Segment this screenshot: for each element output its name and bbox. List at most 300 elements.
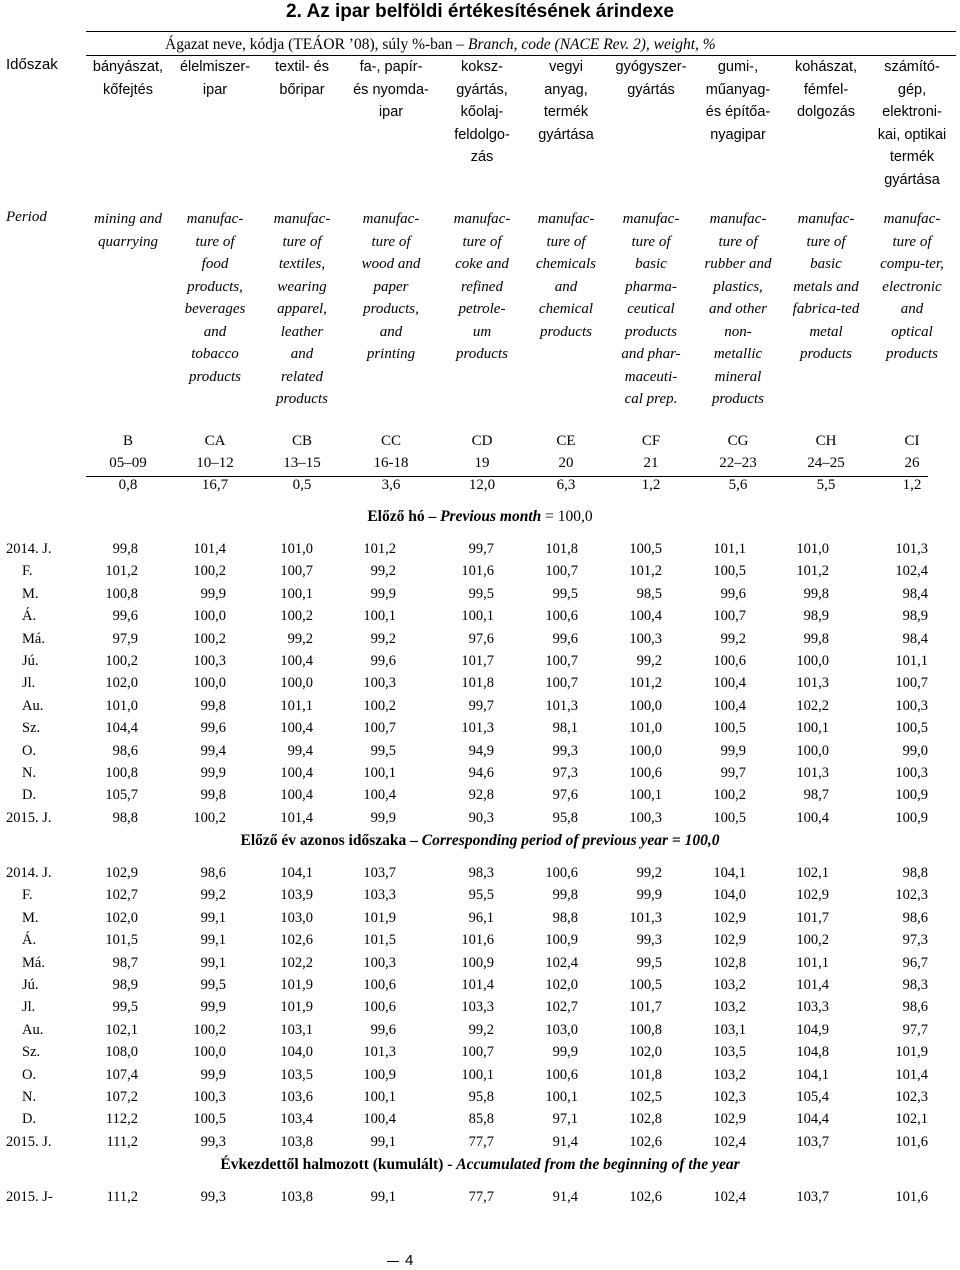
column-header-hu-line: kőfejtés	[103, 81, 153, 98]
row-label: Sz.	[22, 720, 41, 737]
table-cell: 100,7	[280, 563, 313, 580]
row-label: Má.	[22, 630, 45, 647]
table-cell: 103,3	[363, 887, 396, 904]
section-title-hu: Előző év azonos időszaka –	[240, 832, 422, 849]
table-cell: 103,4	[280, 1111, 313, 1128]
table-cell: 99,6	[370, 1021, 396, 1038]
column-header-en-line: ceutical	[627, 301, 675, 317]
row-label: Jú.	[22, 977, 39, 993]
table-cell: 102,0	[545, 977, 578, 993]
column-header-hu-line: textil- és	[275, 59, 329, 75]
column-header-en-line: compu-ter,	[880, 256, 944, 272]
table-cell: 98,8	[552, 909, 578, 926]
column-header-hu	[520, 56, 612, 146]
column-header-hu-line: dolgozás	[796, 104, 856, 120]
table-cell: 97,6	[468, 630, 494, 647]
table-cell: 99,9	[636, 887, 662, 904]
table-cell: 99,1	[200, 909, 226, 926]
row-label: 2014. J.	[6, 541, 52, 557]
column-header-hu-line: kai, optikai	[877, 126, 947, 143]
table-cell: 99,8	[200, 697, 226, 714]
column-header-en-line: related	[281, 368, 323, 385]
table-cell: 101,0	[280, 541, 313, 557]
table-cell: 99,6	[370, 653, 396, 669]
table-cell: 100,1	[545, 1089, 578, 1105]
table-cell: 102,0	[629, 1044, 662, 1061]
table-cell: 100,0	[796, 742, 829, 759]
column-header-en-line: and phar-	[621, 346, 681, 362]
table-cell: 100,9	[363, 1066, 396, 1083]
table-cell: 90,3	[468, 809, 494, 826]
table-row	[0, 650, 960, 672]
column-header-hu-line: és nyomda-	[353, 81, 429, 98]
table-cell: 100,4	[363, 1111, 396, 1128]
table-cell: 104,4	[796, 1111, 829, 1128]
table-cell: 100,1	[629, 787, 662, 804]
row-label: D.	[22, 1111, 37, 1128]
table-cell: 100,4	[629, 608, 662, 625]
row-label: N.	[22, 1089, 37, 1105]
row-label: F.	[22, 887, 33, 904]
table-cell: 102,6	[629, 1133, 662, 1150]
table-row	[0, 1186, 960, 1208]
code-cell: 16-18	[373, 455, 409, 471]
table-row	[0, 740, 960, 762]
table-cell: 101,3	[545, 697, 578, 714]
table-cell: 101,7	[629, 999, 662, 1016]
row-label: Au.	[22, 1021, 44, 1038]
table-cell: 100,9	[895, 787, 928, 804]
table-cell: 100,1	[461, 608, 494, 625]
column-header-hu	[692, 56, 784, 146]
table-cell: 98,4	[902, 585, 928, 602]
column-header-en-line: quarrying	[98, 233, 158, 250]
code-cell: 10–12	[196, 455, 234, 471]
table-row	[0, 1131, 960, 1153]
table-cell: 100,4	[796, 809, 829, 826]
table-cell: 101,4	[895, 1066, 928, 1083]
table-cell: 105,7	[105, 787, 138, 804]
table-cell: 96,1	[468, 909, 494, 926]
column-header-hu-line: fémfel-	[803, 81, 849, 98]
column-header-en-line: tobacco	[191, 346, 239, 362]
table-cell: 101,1	[796, 954, 829, 971]
column-header-en-line: ture of	[546, 233, 586, 250]
table-cell: 101,2	[796, 563, 829, 580]
table-cell: 100,3	[193, 653, 226, 669]
table-cell: 77,7	[468, 1133, 494, 1150]
table-cell: 100,3	[895, 697, 928, 714]
table-cell: 100,7	[363, 720, 396, 737]
table-cell: 100,1	[363, 608, 396, 625]
table-cell: 108,0	[105, 1044, 138, 1061]
column-header-en	[866, 208, 958, 366]
column-header-en-line: ture of	[718, 233, 758, 250]
table-row	[0, 672, 960, 694]
row-label: Au.	[22, 697, 44, 714]
table-cell: 100,2	[796, 932, 829, 949]
column-header-en-line: electronic	[882, 278, 942, 295]
row-label: M.	[22, 909, 39, 926]
table-cell: 96,7	[902, 954, 928, 971]
column-header-hu-line: műanyag-	[705, 81, 771, 98]
column-header-en-line: metallic	[713, 346, 763, 362]
table-cell: 100,9	[461, 954, 494, 971]
table-cell: 102,4	[713, 1189, 746, 1205]
table-cell: 102,0	[105, 909, 138, 926]
column-header-en-line: products	[456, 346, 508, 362]
table-cell: 99,5	[370, 742, 396, 759]
table-cell: 100,4	[363, 787, 396, 804]
table-cell: 95,8	[468, 1089, 494, 1105]
table-cell: 102,8	[713, 954, 746, 971]
table-row	[0, 717, 960, 739]
table-cell: 97,1	[552, 1111, 578, 1128]
table-cell: 102,6	[629, 1189, 662, 1205]
column-header-en-line: coke and	[455, 256, 509, 272]
table-cell: 98,1	[552, 720, 578, 737]
table-cell: 100,5	[713, 720, 746, 737]
table-cell: 99,9	[200, 1066, 226, 1083]
table-cell: 99,6	[552, 630, 578, 647]
code-cell: 13–15	[283, 455, 321, 471]
table-cell: 100,0	[280, 675, 313, 692]
code-cell: CG	[727, 433, 749, 449]
table-cell: 99,2	[370, 563, 396, 580]
table-cell: 101,8	[545, 541, 578, 557]
column-header-en-line: ture of	[631, 233, 671, 250]
column-header-hu-line: számító-	[884, 59, 940, 75]
row-label: N.	[22, 765, 37, 781]
table-cell: 99,4	[287, 742, 313, 759]
column-header-en-line: refined	[461, 278, 503, 295]
column-header-hu-line: kőolaj-	[460, 104, 504, 120]
table-cell: 100,6	[545, 608, 578, 625]
row-label: Jl.	[22, 675, 36, 692]
table-cell: 100,4	[713, 697, 746, 714]
table-row	[0, 1108, 960, 1130]
table-cell: 102,9	[105, 865, 138, 881]
table-cell: 100,9	[895, 809, 928, 826]
column-header-en	[692, 208, 784, 411]
table-cell: 99,3	[200, 1133, 226, 1150]
row-label: O.	[22, 1066, 37, 1083]
code-cell: CD	[471, 433, 493, 449]
table-row	[0, 1086, 960, 1108]
table-cell: 100,1	[363, 765, 396, 781]
section-title-hu: Évkezdettől halmozott (kumulált) -	[220, 1156, 457, 1173]
table-cell: 103,2	[713, 999, 746, 1016]
code-cell: 20	[558, 455, 574, 471]
code-cell: CC	[380, 433, 401, 449]
table-cell: 100,3	[363, 954, 396, 971]
column-header-en	[605, 208, 697, 411]
table-cell: 103,2	[713, 1066, 746, 1083]
table-cell: 100,7	[713, 608, 746, 625]
table-cell: 100,8	[629, 1021, 662, 1038]
column-header-en-line: manufac-	[273, 211, 331, 227]
table-cell: 99,9	[200, 999, 226, 1016]
row-label: Sz.	[22, 1044, 41, 1061]
table-cell: 102,1	[796, 865, 829, 881]
table-cell: 99,5	[112, 999, 138, 1016]
table-cell: 98,6	[902, 909, 928, 926]
table-cell: 102,4	[545, 954, 578, 971]
column-header-en-line: and	[290, 346, 314, 362]
column-header-en-line: mineral	[714, 368, 762, 385]
table-cell: 105,4	[796, 1089, 829, 1105]
section-title-tail: = 100,0	[541, 508, 593, 525]
row-label: F.	[22, 563, 33, 580]
table-row	[0, 628, 960, 650]
column-header-en-line: and	[900, 301, 924, 317]
table-cell: 99,0	[902, 742, 928, 759]
row-label: Á.	[22, 932, 37, 949]
table-cell: 102,4	[713, 1133, 746, 1150]
table-cell: 101,6	[895, 1189, 928, 1205]
table-cell: 99,8	[112, 541, 138, 557]
column-header-en-line: manufac-	[883, 211, 941, 227]
table-cell: 100,7	[545, 563, 578, 580]
table-cell: 94,9	[468, 742, 494, 759]
table-cell: 102,7	[545, 999, 578, 1016]
table-cell: 100,3	[363, 675, 396, 692]
column-header-hu-line: gyártás,	[456, 81, 508, 98]
table-cell: 99,9	[370, 585, 396, 602]
table-cell: 100,2	[193, 809, 226, 826]
table-cell: 103,7	[796, 1133, 829, 1150]
row-label: Á.	[22, 608, 37, 625]
table-cell: 101,4	[280, 809, 313, 826]
table-row	[0, 996, 960, 1018]
column-header-hu-line: anyag,	[544, 81, 588, 98]
branch-line	[165, 36, 716, 54]
table-cell: 104,0	[713, 887, 746, 904]
code-cell: 16,7	[201, 477, 229, 493]
column-header-en-line: optical	[891, 323, 933, 340]
table-cell: 100,1	[796, 720, 829, 737]
column-header-en	[256, 208, 348, 411]
code-cell: 5,5	[816, 477, 836, 493]
table-cell: 100,0	[629, 697, 662, 714]
table-cell: 97,3	[902, 932, 928, 949]
section-title-en: Accumulated from the beginning of the year	[456, 1156, 740, 1173]
row-label: M.	[22, 585, 39, 602]
table-cell: 99,3	[200, 1189, 226, 1205]
header-rule-top	[86, 31, 956, 32]
table-cell: 91,4	[552, 1133, 578, 1150]
column-header-hu-line: ipar	[378, 104, 404, 120]
column-header-hu-line: fa-, papír-	[359, 59, 423, 75]
code-row-nace	[0, 452, 960, 474]
column-header-en-line: products,	[187, 278, 243, 295]
table-cell: 101,8	[629, 1066, 662, 1083]
column-header-hu-line: gyártása	[884, 171, 940, 188]
table-cell: 101,4	[193, 541, 226, 557]
table-cell: 99,9	[552, 1044, 578, 1061]
column-header-en-line: ture of	[462, 233, 502, 250]
column-header-hu-line: és építőa-	[705, 104, 771, 120]
table-cell: 102,2	[796, 697, 829, 714]
table-cell: 100,4	[280, 765, 313, 781]
table-cell: 103,5	[280, 1066, 313, 1083]
table-cell: 98,6	[902, 999, 928, 1016]
table-cell: 100,0	[796, 653, 829, 669]
column-header-en-line: products	[276, 391, 328, 407]
table-cell: 101,4	[461, 977, 494, 993]
table-cell: 102,0	[105, 675, 138, 692]
column-header-en-line: products	[625, 323, 677, 340]
table-cell: 101,1	[895, 653, 928, 669]
column-header-hu-line: gyártás	[627, 81, 675, 98]
column-header-hu-line: gyógyszer-	[615, 59, 687, 75]
table-cell: 101,9	[280, 977, 313, 993]
column-header-en-line: products	[540, 323, 592, 340]
column-header-en-line: ture of	[892, 233, 932, 250]
column-header-en-line: products,	[363, 301, 419, 317]
table-cell: 101,5	[363, 932, 396, 949]
table-cell: 102,1	[895, 1111, 928, 1128]
column-header-en-line: basic	[635, 256, 667, 272]
column-header-en-line: manufac-	[622, 211, 680, 227]
table-cell: 99,8	[200, 787, 226, 804]
table-cell: 99,2	[636, 653, 662, 669]
table-cell: 92,8	[468, 787, 494, 804]
table-cell: 101,3	[796, 765, 829, 781]
table-cell: 103,0	[545, 1021, 578, 1038]
table-row	[0, 762, 960, 784]
column-header-en-line: beverages	[184, 301, 246, 317]
table-row	[0, 1019, 960, 1041]
code-cell: 12,0	[468, 477, 496, 493]
table-row	[0, 560, 960, 582]
table-cell: 100,2	[713, 787, 746, 804]
column-header-en-line: and	[379, 323, 403, 340]
table-cell: 100,0	[629, 742, 662, 759]
table-cell: 103,5	[713, 1044, 746, 1061]
column-header-en-line: non-	[724, 323, 752, 340]
section-title	[0, 1154, 960, 1176]
table-cell: 102,9	[713, 1111, 746, 1128]
table-cell: 100,2	[363, 697, 396, 714]
table-cell: 102,5	[629, 1089, 662, 1105]
column-header-en-line: rubber and	[704, 256, 772, 272]
column-header-en-line: products	[712, 391, 764, 407]
table-cell: 101,3	[363, 1044, 396, 1061]
page-number: 4	[405, 1252, 414, 1269]
table-cell: 100,8	[105, 765, 138, 781]
table-cell: 102,9	[796, 887, 829, 904]
table-cell: 99,1	[370, 1189, 396, 1205]
table-cell: 103,0	[280, 909, 313, 926]
column-header-hu-line: élelmiszer-	[179, 59, 251, 75]
column-header-hu-line: bőripar	[279, 81, 325, 98]
table-cell: 99,6	[112, 608, 138, 625]
column-header-en-line: products	[189, 368, 241, 385]
table-cell: 99,1	[200, 954, 226, 971]
column-header-en-line: textiles,	[278, 256, 326, 272]
table-cell: 100,6	[363, 999, 396, 1016]
column-header-hu-line: gép,	[897, 81, 927, 98]
column-header-en-line: and other	[709, 301, 767, 317]
table-cell: 99,7	[468, 697, 494, 714]
table-cell: 98,7	[803, 787, 829, 804]
page-title: 2. Az ipar belföldi értékesítésének árindexe	[286, 1, 674, 22]
table-cell: 100,5	[629, 977, 662, 993]
table-cell: 100,7	[545, 675, 578, 692]
table-row	[0, 907, 960, 929]
column-header-en-line: chemicals	[536, 256, 596, 272]
code-cell: 1,2	[641, 477, 661, 493]
period-label-en: Period	[6, 209, 47, 225]
table-cell: 111,2	[106, 1189, 138, 1205]
column-header-en-line: manufac-	[362, 211, 420, 227]
table-cell: 98,8	[902, 865, 928, 881]
table-cell: 95,5	[468, 887, 494, 904]
table-cell: 101,7	[461, 653, 494, 669]
table-cell: 98,4	[902, 630, 928, 647]
row-label: O.	[22, 742, 37, 759]
table-cell: 101,3	[461, 720, 494, 737]
section-title-en: Previous month	[440, 508, 542, 525]
table-cell: 101,8	[461, 675, 494, 692]
table-cell: 104,0	[280, 1044, 313, 1061]
column-header-hu	[866, 56, 958, 191]
table-cell: 100,5	[713, 563, 746, 580]
table-row	[0, 784, 960, 806]
table-cell: 77,7	[468, 1189, 494, 1205]
column-header-en-line: ture of	[806, 233, 846, 250]
table-cell: 100,5	[713, 809, 746, 826]
table-cell: 101,2	[363, 541, 396, 557]
table-cell: 101,2	[105, 563, 138, 580]
column-header-hu	[169, 56, 261, 101]
table-cell: 100,6	[629, 765, 662, 781]
column-header-en-line: products	[800, 346, 852, 362]
column-header-en	[520, 208, 612, 343]
table-cell: 99,4	[200, 742, 226, 759]
code-cell: 1,2	[902, 477, 922, 493]
code-cell: CA	[204, 433, 226, 449]
table-row	[0, 1064, 960, 1086]
column-header-en-line: manufac-	[537, 211, 595, 227]
table-cell: 99,2	[468, 1021, 494, 1038]
column-header-hu	[256, 56, 348, 101]
table-cell: 100,3	[193, 1089, 226, 1105]
column-header-en-line: manufac-	[709, 211, 767, 227]
table-cell: 101,3	[796, 675, 829, 692]
table-cell: 107,4	[105, 1066, 138, 1083]
code-cell: 24–25	[807, 455, 845, 471]
table-cell: 100,5	[895, 720, 928, 737]
table-cell: 111,2	[106, 1133, 138, 1150]
table-cell: 112,2	[105, 1111, 138, 1128]
table-cell: 100,4	[280, 653, 313, 669]
code-cell: 3,6	[381, 477, 401, 493]
column-header-en	[345, 208, 437, 366]
column-header-hu-line: nyagipar	[710, 126, 766, 143]
column-header-hu	[436, 56, 528, 169]
table-cell: 104,1	[280, 865, 313, 881]
table-cell: 99,1	[200, 932, 226, 949]
column-header-en-line: um	[472, 323, 492, 340]
code-cell: 5,6	[728, 477, 748, 493]
table-cell: 100,5	[193, 1111, 226, 1128]
table-cell: 100,1	[461, 1066, 494, 1083]
row-label: Jú.	[22, 653, 39, 669]
column-header-en-line: food	[201, 256, 229, 272]
column-header-en	[780, 208, 872, 366]
